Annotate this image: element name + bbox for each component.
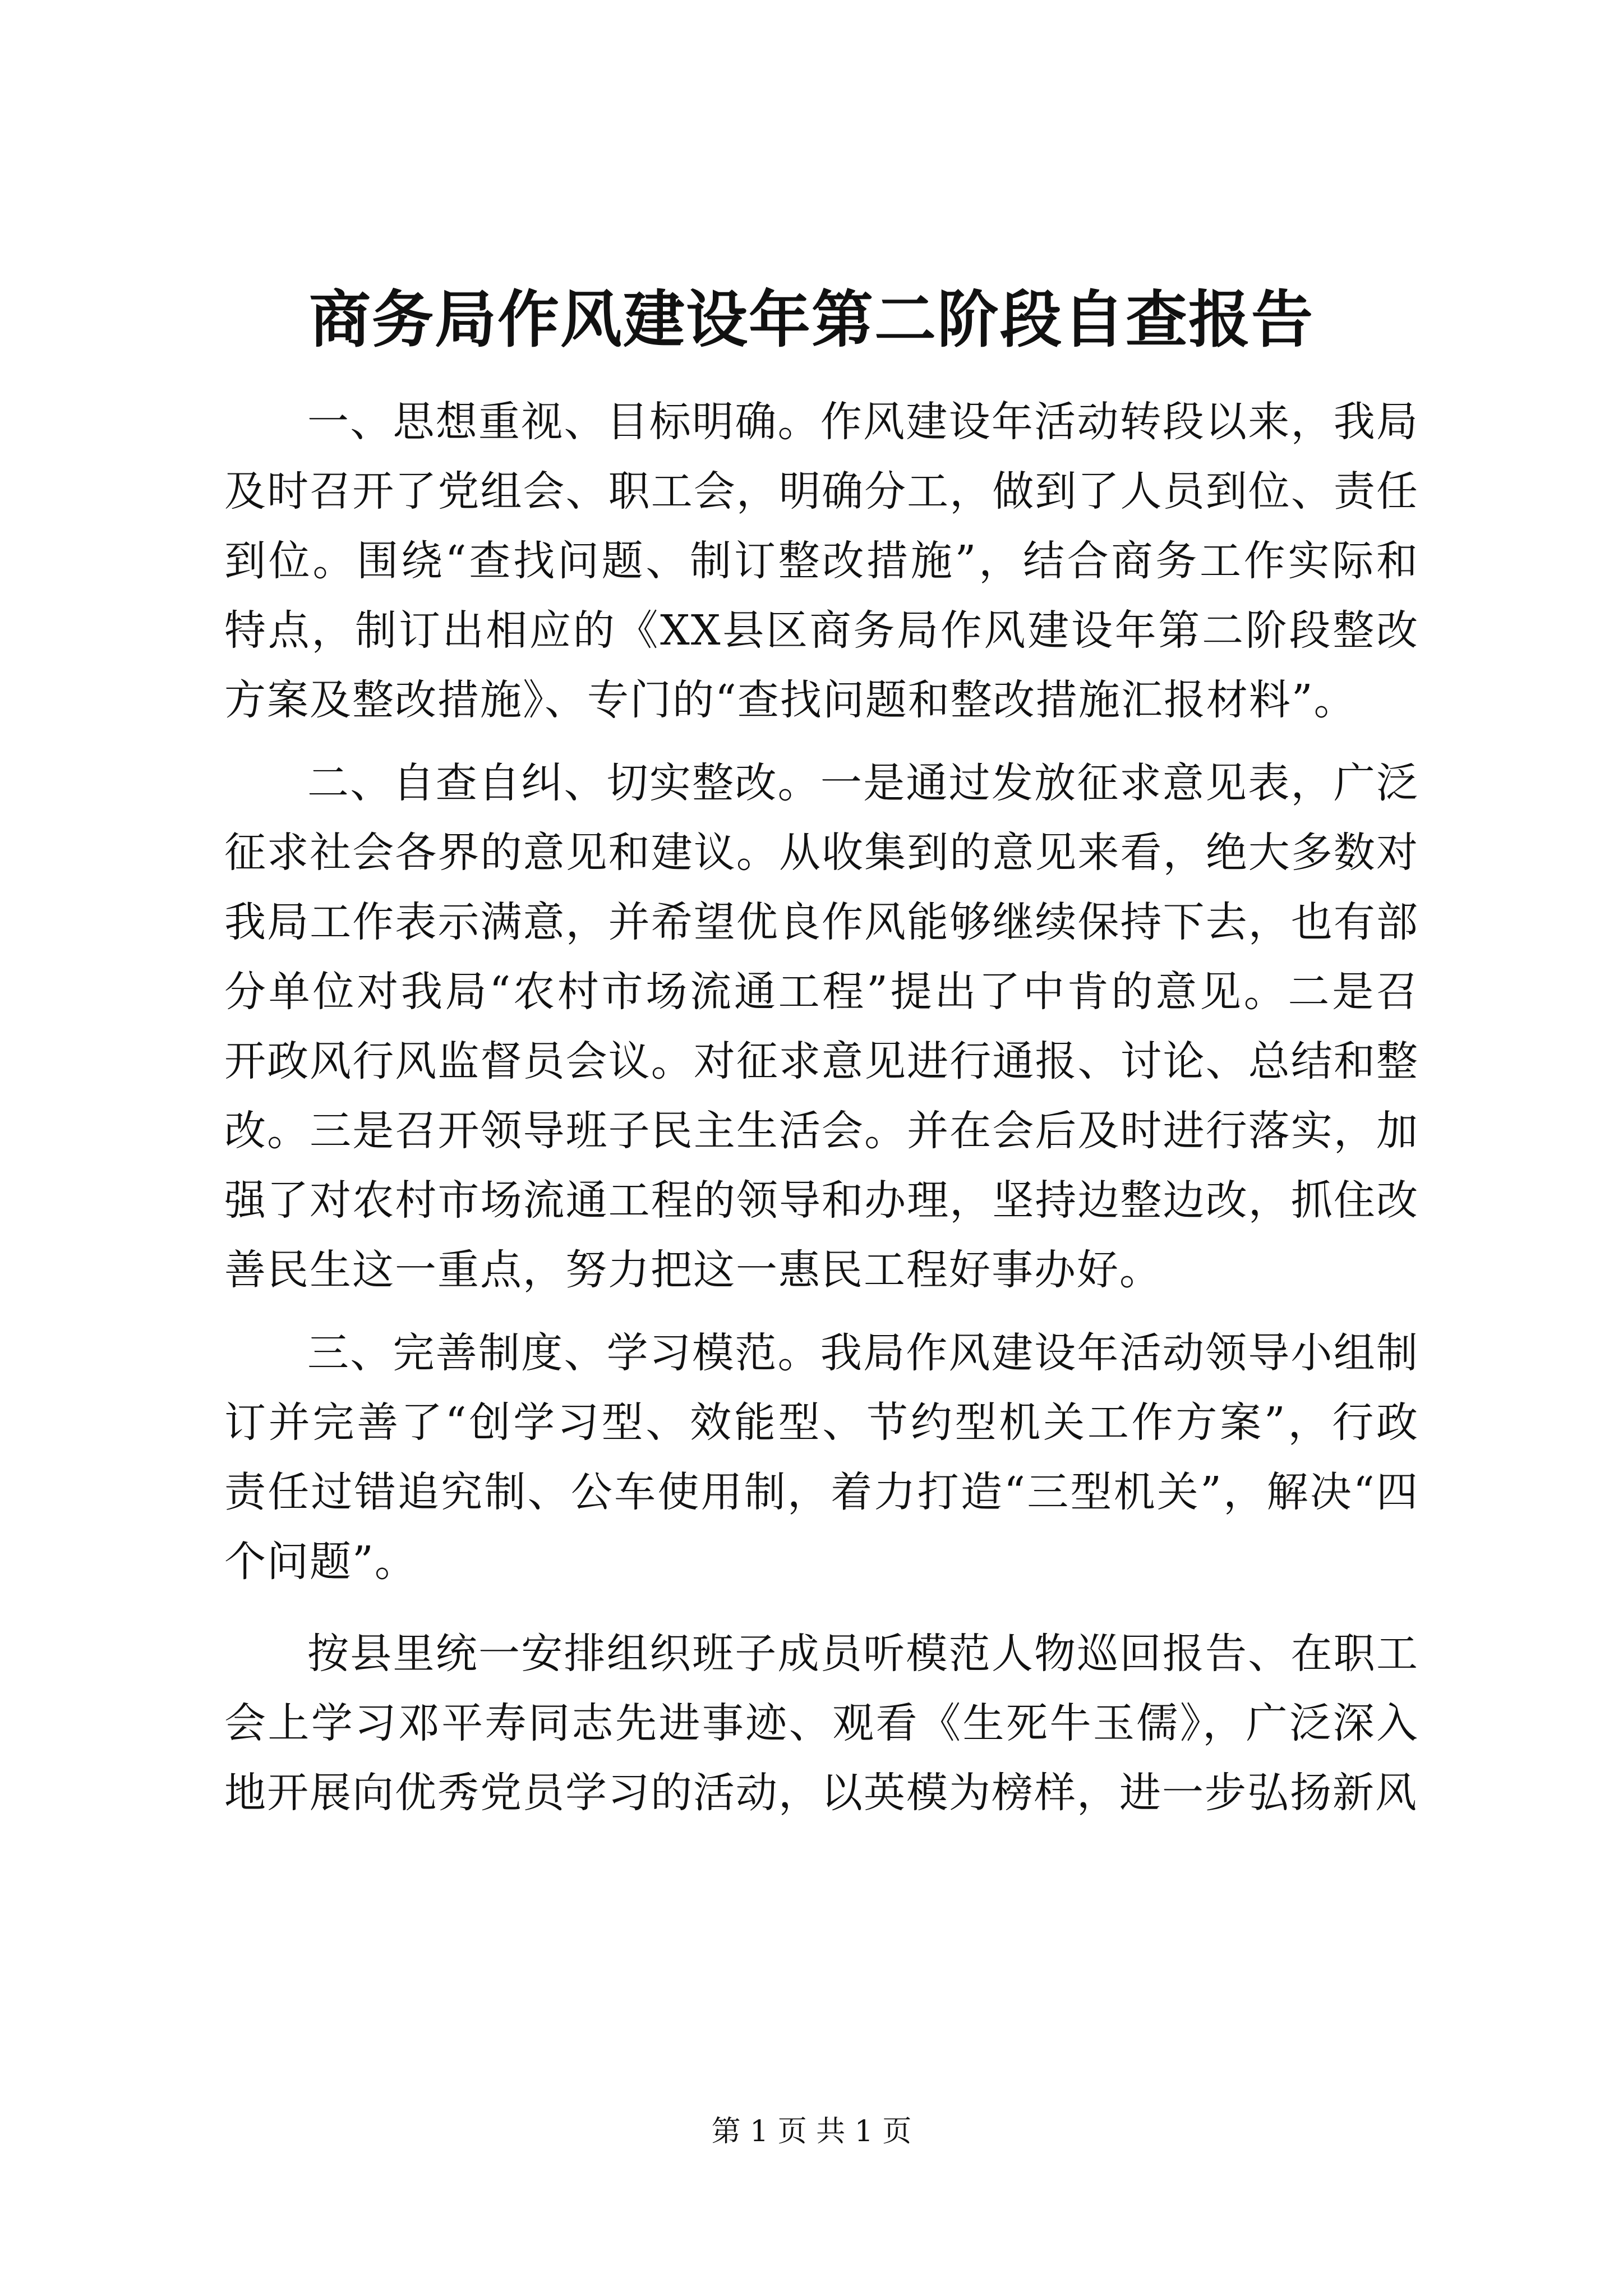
- paragraph-4: 按县里统一安排组织班子成员听模范人物巡回报告、在职工会上学习邓平寿同志先进事迹、观看《生死牛玉儒》，广泛深入地开展向优秀党员学习的活动，以英模为榜样，进一步弘扬新风: [224, 1630, 1419, 1817]
- page-footer: 第 1 页 共 1 页: [711, 2115, 912, 2148]
- paragraph-1: 一、思想重视、目标明确。作风建设年活动转段以来，我局及时召开了党组会、职工会，明确分工，做到了人员到位、责任到位。围绕“查找问题、制订整改措施”，结合商务工作实际和特点，制订出相应的《XX县区商务局作风建设年第二阶段整改方案及整改措施》、专门的“查找问题和整改措施汇报材料”。: [224, 398, 1419, 724]
- document-body: [224, 387, 1419, 1828]
- paragraph-3: 三、完善制度、学习模范。我局作风建设年活动领导小组制订并完善了“创学习型、效能型、节约型机关工作方案”，行政责任过错追究制、公车使用制，着力打造“三型机关”，解决“四个问题”。: [224, 1329, 1419, 1586]
- document-title: 商务局作风建设年第二阶段自查报告: [309, 283, 1314, 356]
- paragraph-2: 二、自查自纠、切实整改。一是通过发放征求意见表，广泛征求社会各界的意见和建议。从收集到的意见来看，绝大多数对我局工作表示满意，并希望优良作风能够继续保持下去，也有部分单位对我局“农村市场流通工程”提出了中肯的意见。二是召开政风行风监督员会议。对征求意见进行通报、讨论、总结和整改。三是召开领导班子民主生活会。并在会后及时进行落实，加强了对农村市场流通工程的领导和办理，坚持边整边改，抓住改善民生这一重点，努力把这一惠民工程好事办好。: [224, 759, 1419, 1294]
